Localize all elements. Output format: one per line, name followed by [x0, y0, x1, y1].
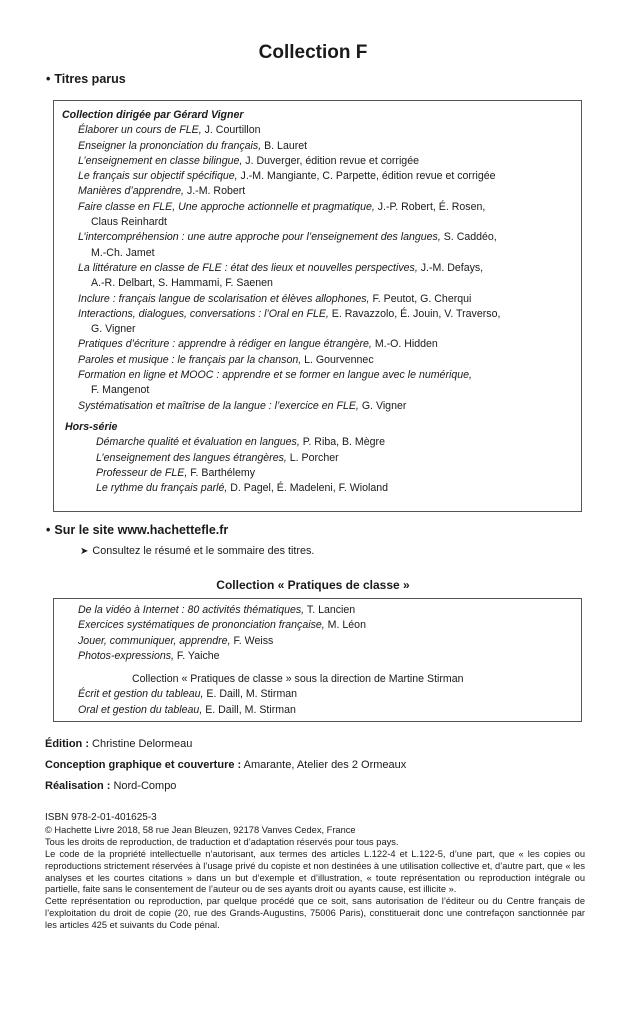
- hors-serie-list: [62, 435, 573, 496]
- bullet-icon: •: [46, 72, 51, 86]
- entry-authors: S. Caddéo,: [440, 231, 497, 244]
- bullet-icon: •: [46, 523, 51, 537]
- section-heading-label: Titres parus: [54, 72, 126, 86]
- section-heading-label: Sur le site www.hachettefle.fr: [54, 523, 229, 537]
- page-title: Collection F: [258, 42, 368, 63]
- entry-title: Démarche qualité et évaluation en langues,: [96, 436, 300, 449]
- title-entry: [62, 481, 573, 496]
- title-entry: [62, 154, 573, 169]
- entry-authors: E. Daill, M. Stirman: [203, 688, 298, 701]
- copyright: © Hachette Livre 2018, 58 rue Jean Bleuzen, 92178 Vanves Cedex, France: [45, 824, 356, 835]
- title-entry: [62, 399, 573, 414]
- entry-authors: M. Léon: [324, 619, 366, 632]
- title-entry: [62, 184, 573, 199]
- entry-authors: D. Pagel, É. Madeleni, F. Wioland: [227, 482, 389, 495]
- title-entry: [62, 139, 573, 154]
- entry-authors: L. Gourvennec: [301, 353, 374, 366]
- entry-title: Formation en ligne et MOOC : apprendre et se former en langue avec le numérique,: [78, 369, 472, 382]
- entry-authors: J.-M. Mangiante, C. Parpette, édition revue et corrigée: [237, 170, 496, 183]
- section-heading-website: [46, 523, 228, 537]
- title-entry: [62, 368, 573, 399]
- entry-title: Le rythme du français parlé,: [96, 482, 228, 495]
- pratiques-sub-list: [62, 687, 573, 718]
- section-heading-titres-parus: [46, 72, 126, 86]
- entry-authors: G. Vigner: [358, 399, 407, 412]
- entry-authors: M.-O. Hidden: [371, 338, 438, 351]
- website-note: [80, 545, 314, 557]
- entry-title: Le français sur objectif spécifique,: [78, 170, 238, 183]
- website-note-text: Consultez le résumé et le sommaire des titres.: [92, 545, 315, 557]
- entry-title: Pratiques d’écriture : apprendre à rédiger en langue étrangère,: [78, 338, 372, 351]
- entry-authors: P. Riba, B. Mègre: [299, 436, 385, 449]
- arrow-right-icon: ➤: [80, 546, 89, 557]
- title-entry: [62, 687, 573, 702]
- entry-title: Inclure : français langue de scolarisation et élèves allophones,: [78, 292, 370, 305]
- legal-notice: [45, 812, 585, 932]
- title-entry: [62, 618, 573, 633]
- pratiques-list: [62, 603, 573, 664]
- entry-authors: J.-M. Robert: [184, 185, 246, 198]
- entry-title: De la vidéo à Internet : 80 activités thématiques,: [78, 604, 305, 616]
- entry-title: Écrit et gestion du tableau,: [78, 688, 204, 701]
- title-entry: [62, 634, 573, 649]
- title-entry: [62, 261, 573, 292]
- titles-box: [53, 100, 582, 512]
- entry-authors: F. Weiss: [230, 634, 274, 647]
- entry-title: Interactions, dialogues, conversations : l’Oral en FLE,: [78, 307, 329, 320]
- credit-label: Réalisation :: [45, 780, 111, 792]
- title-entry: [62, 466, 573, 481]
- entry-authors: F. Yaiche: [173, 649, 220, 662]
- entry-authors: B. Lauret: [261, 139, 308, 152]
- title-entry: [62, 292, 573, 307]
- title-entry: [62, 703, 573, 718]
- credit-line: [45, 738, 192, 750]
- entry-authors: J. Courtillon: [201, 124, 261, 137]
- title-entry: [62, 337, 573, 352]
- credit-label: Conception graphique et couverture :: [45, 759, 242, 771]
- entry-title: Jouer, communiquer, apprendre,: [78, 634, 231, 647]
- legal-paragraph-2: Cette représentation ou reproduction, par quelque procédé que ce soit, sans autorisation de l’éditeur ou du Centre français de l’exploitation du droit de copie (20, rue des Grands-Augustins, 75006 Paris), constituerait donc une contrefaçon sanctionnée par les articles 425 et suivants du Code pénal.: [45, 896, 585, 931]
- isbn: ISBN 978-2-01-401625-3: [45, 812, 157, 823]
- entry-title: Faire classe en FLE, Une approche actionnelle et pragmatique,: [78, 200, 375, 213]
- entry-title: Manières d’apprendre,: [78, 185, 184, 198]
- entry-authors-continued: F. Mangenot: [91, 384, 150, 397]
- entry-title: Oral et gestion du tableau,: [78, 703, 203, 716]
- entry-title: Élaborer un cours de FLE,: [78, 124, 202, 137]
- entry-authors: F. Barthélemy: [187, 466, 255, 479]
- entry-title: Paroles et musique : le français par la chanson,: [78, 353, 302, 366]
- entry-title: Systématisation et maîtrise de la langue : l’exercice en FLE,: [78, 399, 359, 412]
- entry-authors-continued: G. Vigner: [91, 323, 136, 336]
- entry-title: L’intercompréhension : une autre approche pour l’enseignement des langues,: [78, 231, 441, 244]
- entry-authors: L. Porcher: [286, 451, 339, 464]
- collection-director: Collection dirigée par Gérard Vigner: [62, 109, 244, 121]
- credit-line: [45, 780, 176, 792]
- title-entry: [62, 123, 573, 138]
- entry-authors-continued: Claus Reinhardt: [91, 216, 167, 229]
- legal-paragraph-1: Le code de la propriété intellectuelle n’autorisant, aux termes des articles L.122-4 et L.122-5, d’une part, que « les copies ou reproductions strictement réservées à l’usage privé du copiste et non destinées à une utilisation collective et, d’autre part, que « les analyses et les courtes citations » dans un but d’exemple et d’illustration, « toute représentation ou reproduction intégrale ou partielle, faite sans le consentement de l’auteur ou de ses ayants droit ou ayants cause, est illicite ».: [45, 848, 585, 895]
- entry-title: L’enseignement en classe bilingue,: [78, 154, 243, 167]
- title-entry: [62, 200, 573, 231]
- pratiques-sub-note: Collection « Pratiques de classe » sous la direction de Martine Stirman: [132, 673, 464, 686]
- credit-value: Nord-Compo: [110, 780, 177, 792]
- credit-value: Amarante, Atelier des 2 Ormeaux: [241, 759, 407, 771]
- entry-authors: E. Ravazzolo, É. Jouin, V. Traverso,: [328, 307, 501, 320]
- entry-title: Photos-expressions,: [78, 649, 174, 662]
- title-entry: [62, 435, 573, 450]
- entry-authors: T. Lancien: [304, 604, 356, 616]
- title-entry: [62, 230, 573, 261]
- entry-authors: E. Daill, M. Stirman: [202, 703, 296, 716]
- entry-authors-continued: A.-R. Delbart, S. Hammami, F. Saenen: [91, 277, 273, 290]
- entry-authors: J. Duverger, édition revue et corrigée: [242, 154, 419, 167]
- entry-title: La littérature en classe de FLE : état des lieux et nouvelles perspectives,: [78, 261, 418, 274]
- entry-title: L’enseignement des langues étrangères,: [96, 451, 287, 464]
- credit-value: Christine Delormeau: [89, 738, 193, 750]
- entry-authors: J.-P. Robert, É. Rosen,: [374, 200, 486, 213]
- entry-authors: F. Peutot, G. Cherqui: [369, 292, 472, 305]
- rights-statement: Tous les droits de reproduction, de traduction et d’adaptation réservés pour tous pays.: [45, 836, 399, 847]
- title-entry: [62, 353, 573, 368]
- entry-title: Professeur de FLE,: [96, 466, 188, 479]
- pratiques-box: [53, 598, 582, 722]
- titles-list: [62, 123, 573, 414]
- entry-title: Exercices systématiques de prononciation française,: [78, 619, 325, 632]
- entry-authors: J.-M. Defays,: [417, 261, 484, 274]
- collection-pratiques-title: Collection « Pratiques de classe »: [216, 578, 410, 592]
- entry-authors-continued: M.-Ch. Jamet: [91, 246, 155, 259]
- credit-line: [45, 759, 406, 771]
- title-entry: [62, 603, 573, 618]
- title-entry: [62, 307, 573, 338]
- title-entry: [62, 169, 573, 184]
- entry-title: Enseigner la prononciation du français,: [78, 139, 262, 152]
- title-entry: [62, 451, 573, 466]
- hors-serie-title: Hors-série: [65, 420, 118, 433]
- title-entry: [62, 649, 573, 664]
- credit-label: Édition :: [45, 738, 89, 750]
